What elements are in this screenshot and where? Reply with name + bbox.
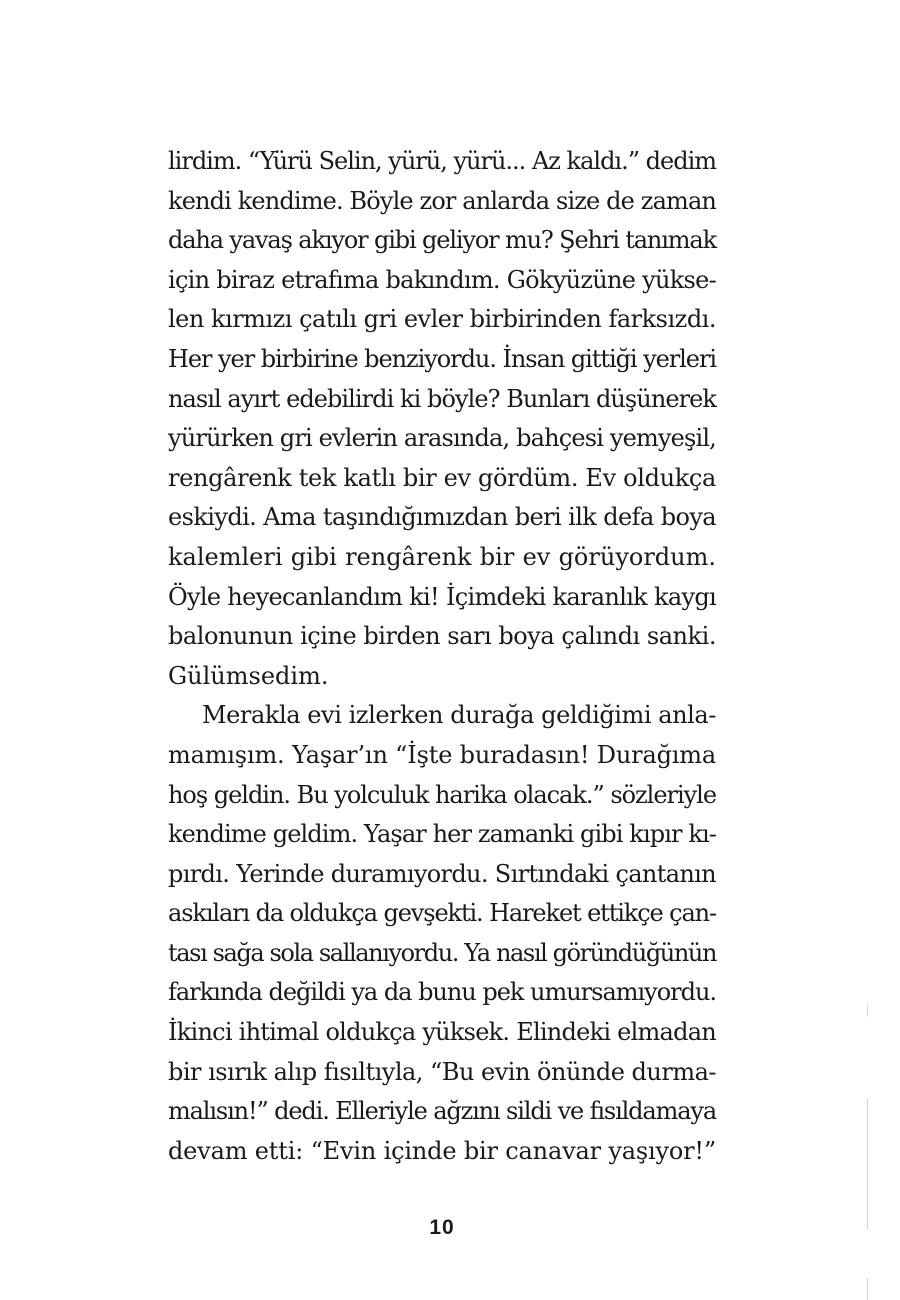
text-line: eskiydi. Ama taşındığımızdan beri ilk defa boya bbox=[168, 503, 716, 532]
text-line: için biraz etrafıma bakındım. Gökyüzüne yükse- bbox=[168, 265, 717, 294]
paragraph bbox=[168, 142, 716, 696]
text-line: farkında değildi ya da bunu pek umursamıyordu. bbox=[168, 978, 716, 1007]
text-line: Her yer birbirine benziyordu. İnsan gittiği yerleri bbox=[168, 344, 716, 373]
page-number: 10 bbox=[429, 1216, 455, 1239]
text-line: askıları da oldukça gevşekti. Hareket ettikçe çan- bbox=[168, 899, 716, 928]
text-line: bir ısırık alıp fısıltıyla, “Bu evin önünde durma- bbox=[168, 1057, 716, 1086]
body-text bbox=[168, 142, 716, 1171]
text-line: İkinci ihtimal oldukça yüksek. Elindeki elmadan bbox=[168, 1018, 716, 1047]
paragraph bbox=[168, 696, 716, 1171]
text-line: hoş geldin. Bu yolculuk harika olacak.” sözleriyle bbox=[168, 780, 716, 809]
text-line: malısın!” dedi. Elleriyle ağzını sildi ve fısıldamaya bbox=[168, 1097, 717, 1126]
text-line: Öyle heyecanlandım ki! İçimdeki karanlık kaygı bbox=[168, 582, 717, 611]
page-edge-mark bbox=[867, 1005, 868, 1017]
text-line: rengârenk tek katlı bir ev gördüm. Ev oldukça bbox=[168, 463, 717, 492]
text-line: kendime geldim. Yaşar her zamanki gibi kıpır kı- bbox=[168, 820, 717, 849]
text-line: devam etti: “Evin içinde bir canavar yaşıyor!” bbox=[168, 1136, 716, 1165]
text-line: yürürken gri evlerin arasında, bahçesi yemyeşil, bbox=[168, 424, 716, 453]
text-line: balonunun içine birden sarı boya çalındı sanki. bbox=[168, 622, 716, 651]
text-line: lirdim. “Yürü Selin, yürü, yürü... Az kaldı.” dedim bbox=[168, 147, 716, 175]
text-line: len kırmızı çatılı gri evler birbirinden farksızdı. bbox=[168, 305, 716, 334]
text-line: Merakla evi izlerken durağa geldiğimi anla- bbox=[202, 701, 716, 730]
text-line: mamışım. Yaşar’ın “İşte buradasın! Durağıma bbox=[168, 740, 716, 769]
text-line: daha yavaş akıyor gibi geliyor mu? Şehri tanımak bbox=[168, 226, 716, 255]
text-line: kalemleri gibi rengârenk bir ev görüyordum. bbox=[168, 542, 716, 571]
text-line: pırdı. Yerinde duramıyordu. Sırtındaki çantanın bbox=[168, 859, 716, 888]
text-line: kendi kendime. Böyle zor anlarda size de zaman bbox=[168, 186, 717, 215]
text-line: tası sağa sola sallanıyordu. Ya nasıl göründüğünün bbox=[168, 938, 717, 967]
text-line: nasıl ayırt edebilirdi ki böyle? Bunları düşünerek bbox=[168, 384, 717, 413]
text-line: Gülümsedim. bbox=[168, 661, 329, 690]
page-edge-mark bbox=[867, 1098, 868, 1230]
page-edge-mark bbox=[867, 1278, 868, 1300]
